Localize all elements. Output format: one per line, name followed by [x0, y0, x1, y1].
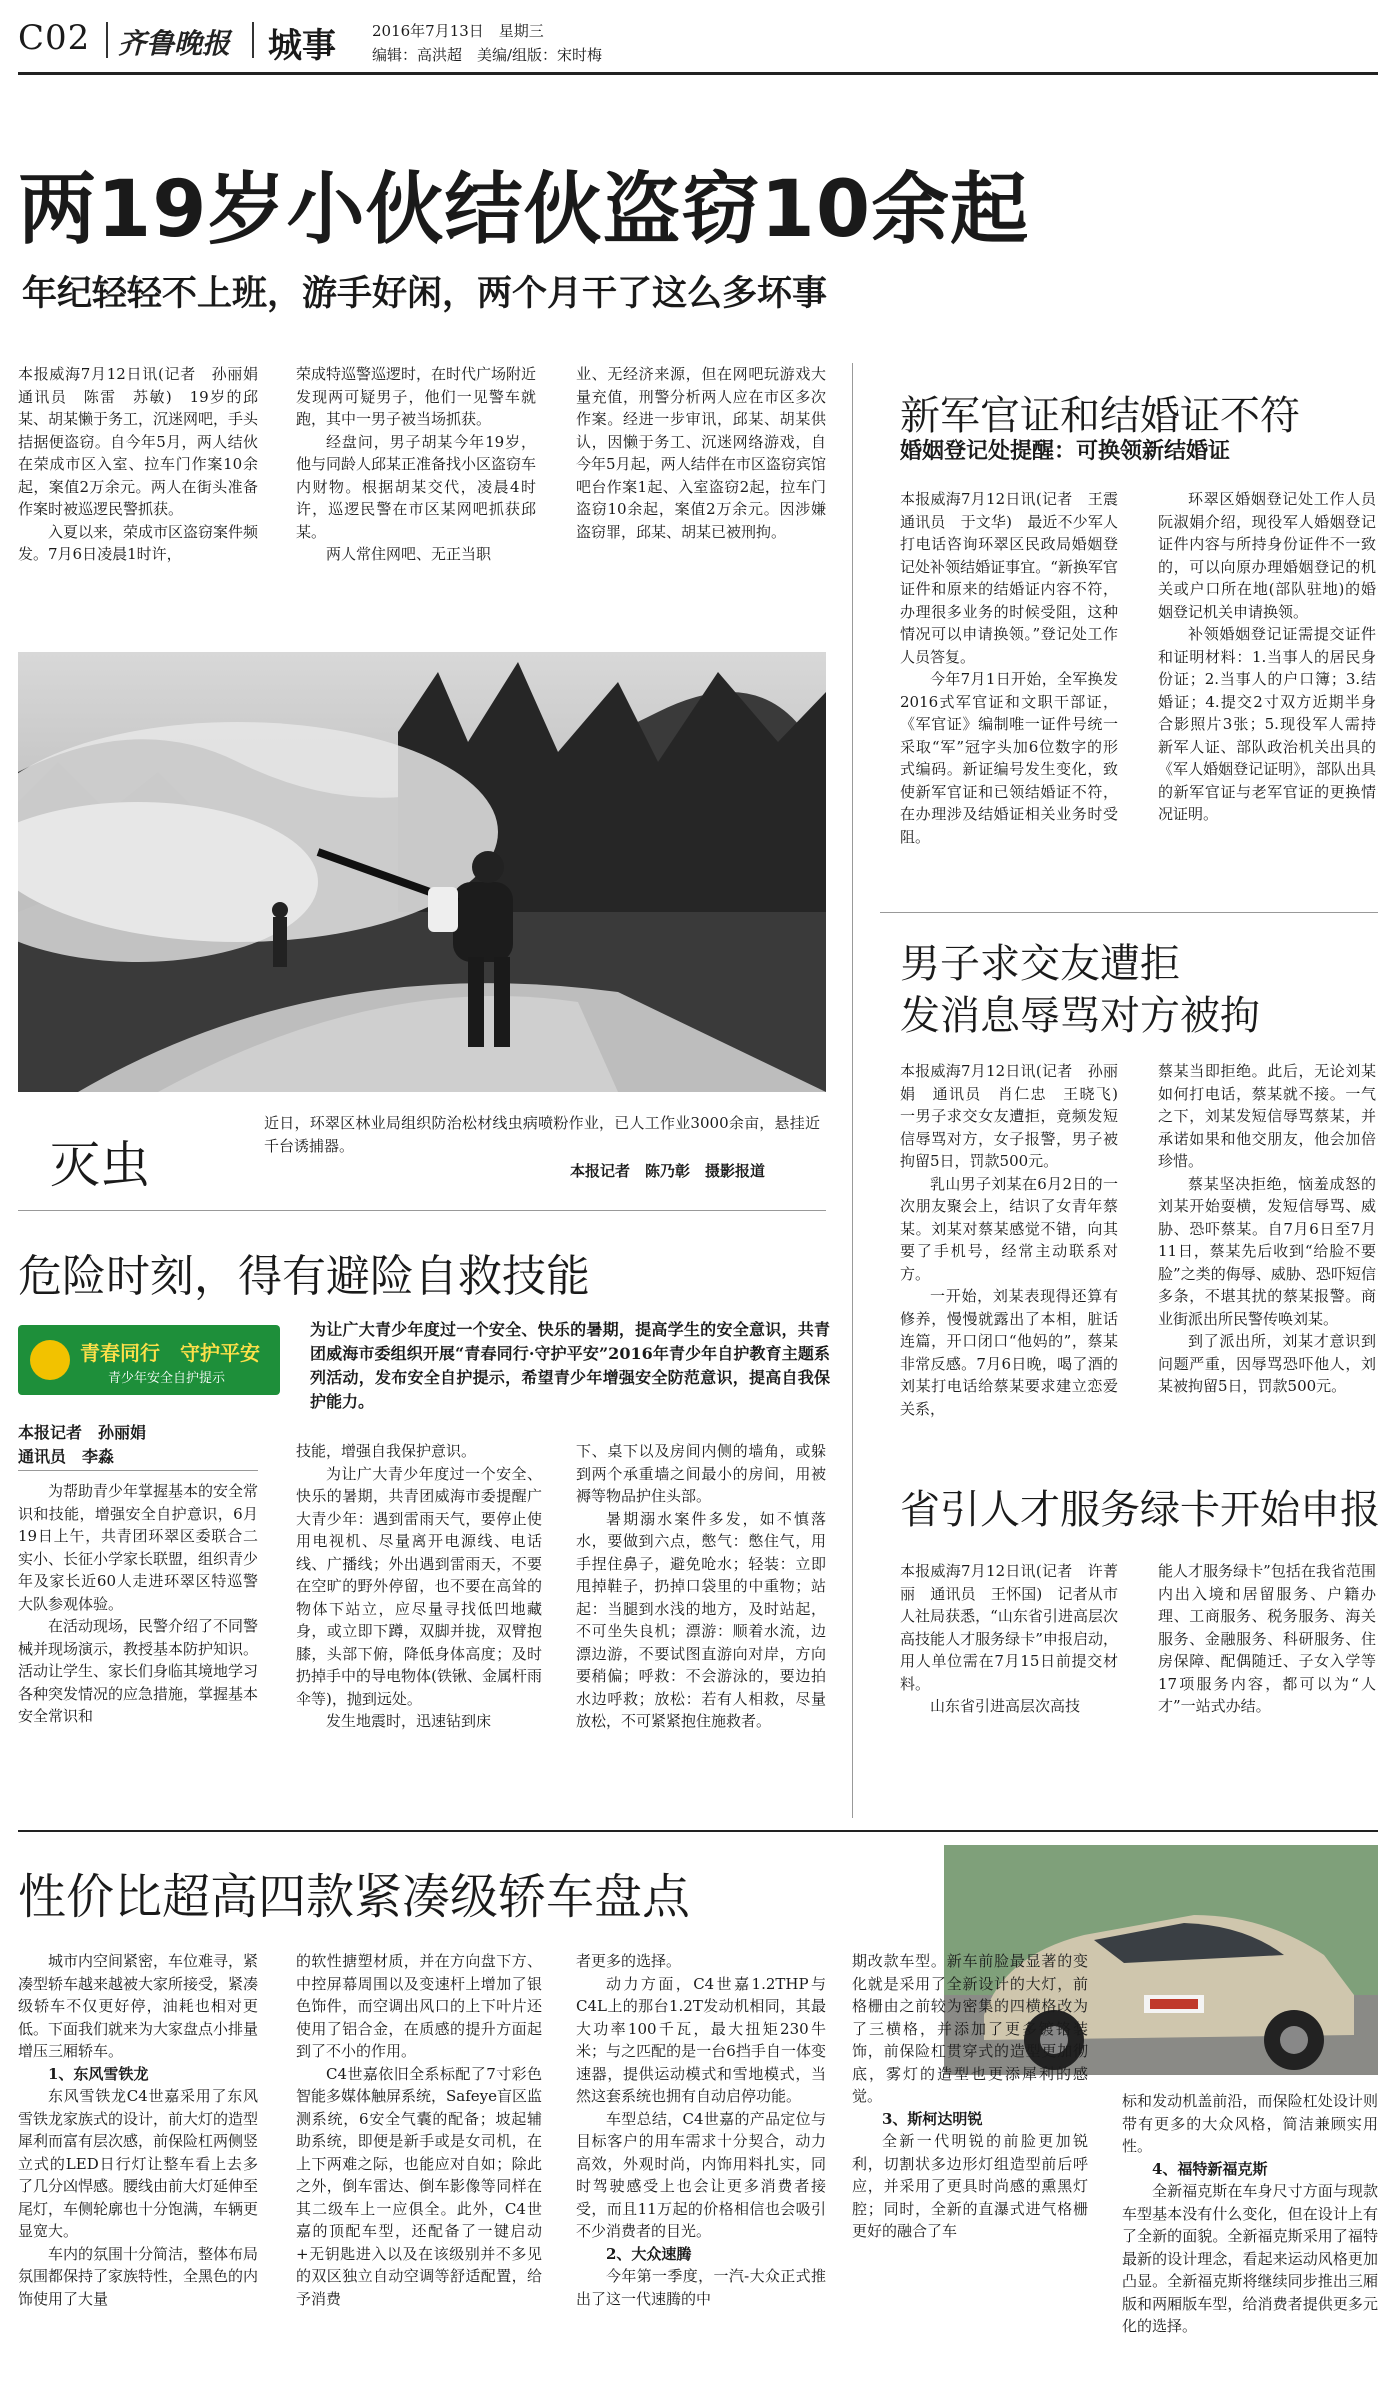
car-paragraph: 标和发动机盖前沿，而保险杠处设计则带有更多的大众风格，简洁兼顾实用性。	[1122, 2092, 1378, 2155]
car-subheading: 3、斯柯达明锐	[882, 2109, 983, 2128]
safety-paragraph: 在活动现场，民警介绍了不同警械并现场演示，教授基本防护知识。活动让学生、家长们身临其境地学习各种突发情况的应急措施，掌握基本安全常识和	[18, 1617, 259, 1725]
editor-credits: 编辑：高洪超 美编/组版：宋时梅	[372, 46, 603, 64]
safety-col-3	[576, 1440, 826, 1733]
photo-title: 灭虫	[50, 1136, 150, 1194]
dating-paragraph: 蔡某当即拒绝。此后，无论刘某如何打电话，蔡某就不接。一气之下，刘某发短信辱骂蔡某，并承诺如果和他交朋友，他会加倍珍惜。	[1158, 1062, 1376, 1170]
car-paragraph: 城市内空间紧密，车位难寻，紧凑型轿车越来越被大家所接受，紧凑级轿车不仅更好停，油耗也相对更低。下面我们就来为大家盘点小排量增压三厢轿车。	[18, 1952, 259, 2060]
car-col-3	[576, 1950, 826, 2310]
dating-headline-line-2: 发消息辱骂对方被拘	[900, 993, 1260, 1039]
lead-paragraph: 荣成特巡警巡逻时，在时代广场附近发现两可疑男子，他们一见警车就跑，其中一男子被当场抓获。	[296, 365, 537, 428]
logo-main-text: 青春同行 守护平安	[80, 1341, 260, 1365]
lead-col-2	[296, 363, 536, 566]
safety-headline: 危险时刻，得有避险自救技能	[18, 1251, 590, 1302]
talent-paragraph: 山东省引进高层次高技	[930, 1697, 1081, 1715]
dating-headline-line-1: 男子求交友遭拒	[900, 941, 1180, 987]
dating-paragraph: 到了派出所，刘某才意识到问题严重，因辱骂恐吓他人，刘某被拘留5日，罚款500元。	[1158, 1332, 1376, 1395]
section-rule	[880, 912, 1378, 913]
pest-spraying-photo	[18, 652, 826, 1092]
car-paragraph: 全新一代明锐的前脸更加锐利，切割状多边形灯组造型前后呼应，并采用了更具时尚感的熏黑灯腔；同时，全新的直瀑式进气格栅更好的融合了车	[852, 2132, 1088, 2240]
safety-paragraph: 为帮助青少年掌握基本的安全常识和技能，增强安全自护意识，6月19日上午，共青团环翠区委联合二实小、长征小学家长联盟，组织青少年及家长近60人走进环翠区特巡警大队参观体验。	[18, 1482, 259, 1613]
logo-sub-text: 青少年安全自护提示	[108, 1371, 226, 1386]
safety-byline-correspondent: 通讯员 李淼	[18, 1447, 115, 1466]
lead-paragraph: 两人常住网吧、无正当职	[326, 545, 492, 563]
safety-paragraph: 技能，增强自我保护意识。	[296, 1442, 477, 1460]
car-paragraph: 的软性搪塑材质，并在方向盘下方、中控屏幕周围以及变速杆上增加了银色饰件，而空调出风口的上下叶片还使用了铝合金，在质感的提升方面起到了不小的作用。	[296, 1952, 542, 2060]
military-subhead: 婚姻登记处提醒：可换领新结婚证	[900, 439, 1231, 464]
safety-paragraph: 暑期溺水案件多发，如不慎落水，要做到六点，憋气：憋住气，用手捏住鼻子，避免呛水；轻装：立即甩掉鞋子，扔掉口袋里的中重物；站起：当腿到水浅的地方，及时站起，不可坐失良机；漂游：顺着水流，边漂边游，不要试图直游向对岸，方向要稍偏；呼救：不会游泳的，要边拍水边呼救；放松：若有人相救，尽量放松，不可紧紧抱住施救者。	[576, 1509, 826, 1730]
section-rule	[18, 1830, 1378, 1832]
dating-col-1	[900, 1060, 1134, 1420]
car-subheading: 2、大众速腾	[606, 2244, 692, 2263]
lead-col-1	[18, 363, 274, 566]
car-paragraph: 动力方面，C4世嘉1.2THP与C4L上的那台1.2T发动机相同，其最大功率100千瓦，最大扭矩230牛米；与之匹配的是一台6挡手自一体变速器，提供运动模式和雪地模式，当然这套系统也拥有自动启停功能。	[576, 1974, 826, 2105]
lead-paragraph: 入夏以来，荣成市区盗窃案件频发。7月6日凌晨1时许，	[18, 522, 259, 563]
paper-name-logo: 齐鲁晚报	[118, 27, 231, 60]
issue-date: 2016年7月13日 星期三	[372, 22, 544, 40]
dating-col-2	[1158, 1060, 1376, 1398]
logo-badge-icon	[30, 1340, 70, 1380]
car-paragraph: 车型总结，C4世嘉的产品定位与目标客户的用车需求十分契合，动力高效，外观时尚，内饰用料扎实，同时驾驶感受上也会让更多消费者接受，而且11万起的价格相信也会吸引不少消费者的目光。	[576, 2109, 826, 2240]
dating-paragraph: 蔡某坚决拒绝，恼羞成怒的刘某开始耍横，发短信辱骂、威胁、恐吓蔡某。自7月6日至7月11日，蔡某先后收到“给脸不要脸”之类的侮辱、威胁、恐吓短信多条，不堪其扰的蔡某报警。商业街派出所民警传唤刘某。	[1158, 1174, 1376, 1328]
safety-col-1	[18, 1480, 258, 1728]
military-paragraph: 补领婚姻登记证需提交证件和证明材料：1.当事人的居民身份证；2.当事人的户口簿；3.结婚证；4.提交2寸双方近期半身合影照片3张；5.现役军人需持新军人证、部队政治机关出具的《军人婚姻登记证明》，部队出具的新军官证与老军官证的更换情况证明。	[1158, 625, 1376, 823]
dating-paragraph: 一开始，刘某表现得还算有修养，慢慢就露出了本相，脏话连篇，开口闭口“他妈的”，蔡某非常反感。7月6日晚，喝了酒的刘某打电话给蔡某要求建立恋爱关系，	[900, 1287, 1118, 1418]
car-paragraph: 车内的氛围十分简洁，整体布局氛围都保持了家族特性，全黑色的内饰使用了大量	[18, 2244, 259, 2308]
talent-col-1	[900, 1560, 1118, 1718]
car-col-2	[296, 1950, 542, 2310]
safety-byline-reporter: 本报记者 孙丽娟	[18, 1423, 147, 1442]
military-headline: 新军官证和结婚证不符	[900, 393, 1300, 439]
byline-rule	[18, 1470, 258, 1471]
military-col-1	[900, 488, 1134, 848]
car-paragraph: 东风雪铁龙C4世嘉采用了东风雪铁龙家族式的设计，前大灯的造型犀利而富有层次感，前保险杠两侧竖立式的LED日行灯让整车看上去多了几分凶悍感。腰线由前大灯延伸至尾灯，车侧轮廓也十分饱满，车辆更显宽大。	[18, 2087, 259, 2240]
section-name: 城事	[268, 26, 336, 66]
lead-paragraph: 业、无经济来源，但在网吧玩游戏大量充值，刑警分析两人应在市区多次作案。经进一步审讯，邱某、胡某供认，因懒于务工、沉迷网络游戏，自今年5月起，两人结伴在市区盗窃宾馆吧台作案1起、入室盗窃2起，拉车门盗窃10余起，案值2万余元。因涉嫌盗窃罪，邱某、胡某已被刑拘。	[576, 365, 826, 541]
military-paragraph: 本报威海7月12日讯(记者 王震 通讯员 于文华) 最近不少军人打电话咨询环翠区民政局婚姻登记处补领结婚证事宜。“新换军官证件和原来的结婚证内容不符，办理很多业务的时候受阻，这种情况可以申请换领。”登记处工作人员答复。	[900, 490, 1134, 666]
masthead	[0, 0, 1395, 70]
youth-safety-logo	[18, 1325, 280, 1395]
safety-col-2	[296, 1440, 542, 1733]
military-col-2	[1158, 488, 1376, 826]
dating-paragraph: 乳山男子刘某在6月2日的一次朋友聚会上，结识了女青年蔡某。刘某对蔡某感觉不错，向其要了手机号，经常主动联系对方。	[900, 1174, 1118, 1283]
lead-headline: 两19岁小伙结伙盗窃10余起	[18, 165, 1030, 255]
photo-caption: 近日，环翠区林业局组织防治松材线虫病喷粉作业，已人工作业3000余亩，悬挂近千台诱捕器。	[264, 1114, 820, 1155]
masthead-rule	[18, 72, 1378, 75]
dating-paragraph: 本报威海7月12日讯(记者 孙丽娟 通讯员 肖仁忠 王晓飞) 一男子求交女友遭拒，竟频发短信辱骂对方，女子报警，男子被拘留5日，罚款500元。	[900, 1062, 1134, 1170]
safety-paragraph: 下、桌下以及房间内侧的墙角，或躲到两个承重墙之间最小的房间，用被褥等物品护住头部。	[576, 1442, 826, 1505]
car-paragraph: 者更多的选择。	[576, 1952, 682, 1970]
page-number: C02	[18, 18, 91, 58]
car-paragraph: 全新福克斯在车身尺寸方面与现款车型基本没有什么变化，但在设计上有了全新的面貌。全新福克斯采用了福特最新的设计理念，看起来运动风格更加凸显。全新福克斯将继续同步推出三厢版和两厢版车型，给消费者提供更多元化的选择。	[1122, 2182, 1378, 2335]
military-paragraph: 今年7月1日开始，全军换发2016式军官证和文职干部证，《军官证》编制唯一证件号统一采取“军”冠字头加6位数字的形式编码。新证编号发生变化，致使新军官证和已领结婚证不符，在办理涉及结婚证相关业务时受阻。	[900, 670, 1118, 846]
section-rule	[18, 1210, 826, 1211]
lead-subhead: 年纪轻轻不上班，游手好闲，两个月干了这么多坏事	[22, 274, 828, 314]
car-col-4	[852, 1950, 1088, 2243]
car-col-1	[18, 1950, 258, 2310]
lead-paragraph: 本报威海7月12日讯(记者 孙丽娟 通讯员 陈雷 苏敏) 19岁的邱某、胡某懒于务工，沉迷网吧，手头拮据便盗窃。自今年5月，两人结伙在荣成市区入室、拉车门作案10余起，案值2万余元。两人在街头准备作案时被巡逻民警抓获。	[18, 365, 274, 518]
military-paragraph: 环翠区婚姻登记处工作人员阮淑娟介绍，现役军人婚姻登记证件内容与所持身份证件不一致的，可以向原办理婚姻登记的机关或户口所在地(部队驻地)的婚姻登记机关申请换领。	[1158, 490, 1376, 621]
talent-paragraph: 本报威海7月12日讯(记者 许菁丽 通讯员 王怀国) 记者从市人社局获悉，“山东省引进高层次高技能人才服务绿卡”申报启动，用人单位需在7月15日前提交材料。	[900, 1562, 1118, 1693]
photo-credit: 本报记者 陈乃彰 摄影报道	[570, 1162, 766, 1180]
car-paragraph: 今年第一季度，一汽-大众正式推出了这一代速腾的中	[576, 2267, 826, 2308]
talent-paragraph: 能人才服务绿卡”包括在我省范围内出入境和居留服务、户籍办理、工商服务、税务服务、海关服务、金融服务、科研服务、住房保障、配偶随迁、子女入学等17项服务内容，都可以为“人才”一站式办结。	[1158, 1562, 1376, 1715]
masthead-divider	[106, 22, 108, 58]
safety-paragraph: 发生地震时，迅速钻到床	[326, 1712, 492, 1730]
car-headline: 性价比超高四款紧凑级轿车盘点	[18, 1869, 691, 1925]
car-subheading: 1、东风雪铁龙	[48, 2064, 149, 2083]
lead-paragraph: 经盘问，男子胡某今年19岁，他与同龄人邱某正准备找小区盗窃车内财物。根据胡某交代，凌晨4时许，巡逻民警在市区某网吧抓获邱某。	[296, 432, 537, 541]
car-col-5	[1122, 2090, 1378, 2338]
column-divider	[852, 363, 853, 1818]
photo-illustration	[18, 652, 826, 1092]
car-paragraph: 期改款车型。新车前脸最显著的变化就是采用了全新设计的大灯，前格栅由之前较为密集的四横格改为了三横格，并添加了更多镀铬装饰，前保险杠贯穿式的造型更加彻底，雾灯的造型也更添犀利的感觉。	[852, 1952, 1088, 2105]
lead-col-3	[576, 363, 826, 543]
talent-col-2	[1158, 1560, 1376, 1718]
masthead-divider-2	[252, 22, 254, 58]
talent-headline: 省引人才服务绿卡开始申报	[900, 1487, 1380, 1533]
car-paragraph: C4世嘉依旧全系标配了7寸彩色智能多媒体触屏系统，Safeye盲区监测系统，6安全气囊的配备；坡起辅助系统，即便是新手或是女司机，在上下两难之际，也能应对自如；除此之外，倒车雷达、倒车影像等同样在其二级车上一应俱全。此外，C4世嘉的顶配车型，还配备了一键启动+无钥匙进入以及在该级别并不多见的双区独立自动空调等舒适配置，给予消费	[296, 2064, 542, 2308]
safety-intro: 为让广大青少年度过一个安全、快乐的暑期，提高学生的安全意识，共青团威海市委组织开展“青春同行·守护平安”2016年青少年自护教育主题系列活动，发布安全自护提示，希望青少年增强安全防范意识，提高自我保护能力。	[310, 1320, 830, 1411]
safety-paragraph: 为让广大青少年度过一个安全、快乐的暑期，共青团威海市委提醒广大青少年：遇到雷雨天气，要停止使用电视机、尽量离开电源线、电话线、广播线；外出遇到雷雨天，不要在空旷的野外停留，也不要在高耸的物体下站立，应尽量寻找低凹地藏身，或立即下蹲，双脚并拢，双臂抱膝，头部下俯，降低身体高度；及时扔掉手中的导电物体(铁锹、金属杆雨伞等)，抛到远处。	[296, 1464, 542, 1708]
car-subheading: 4、福特新福克斯	[1152, 2159, 1268, 2178]
